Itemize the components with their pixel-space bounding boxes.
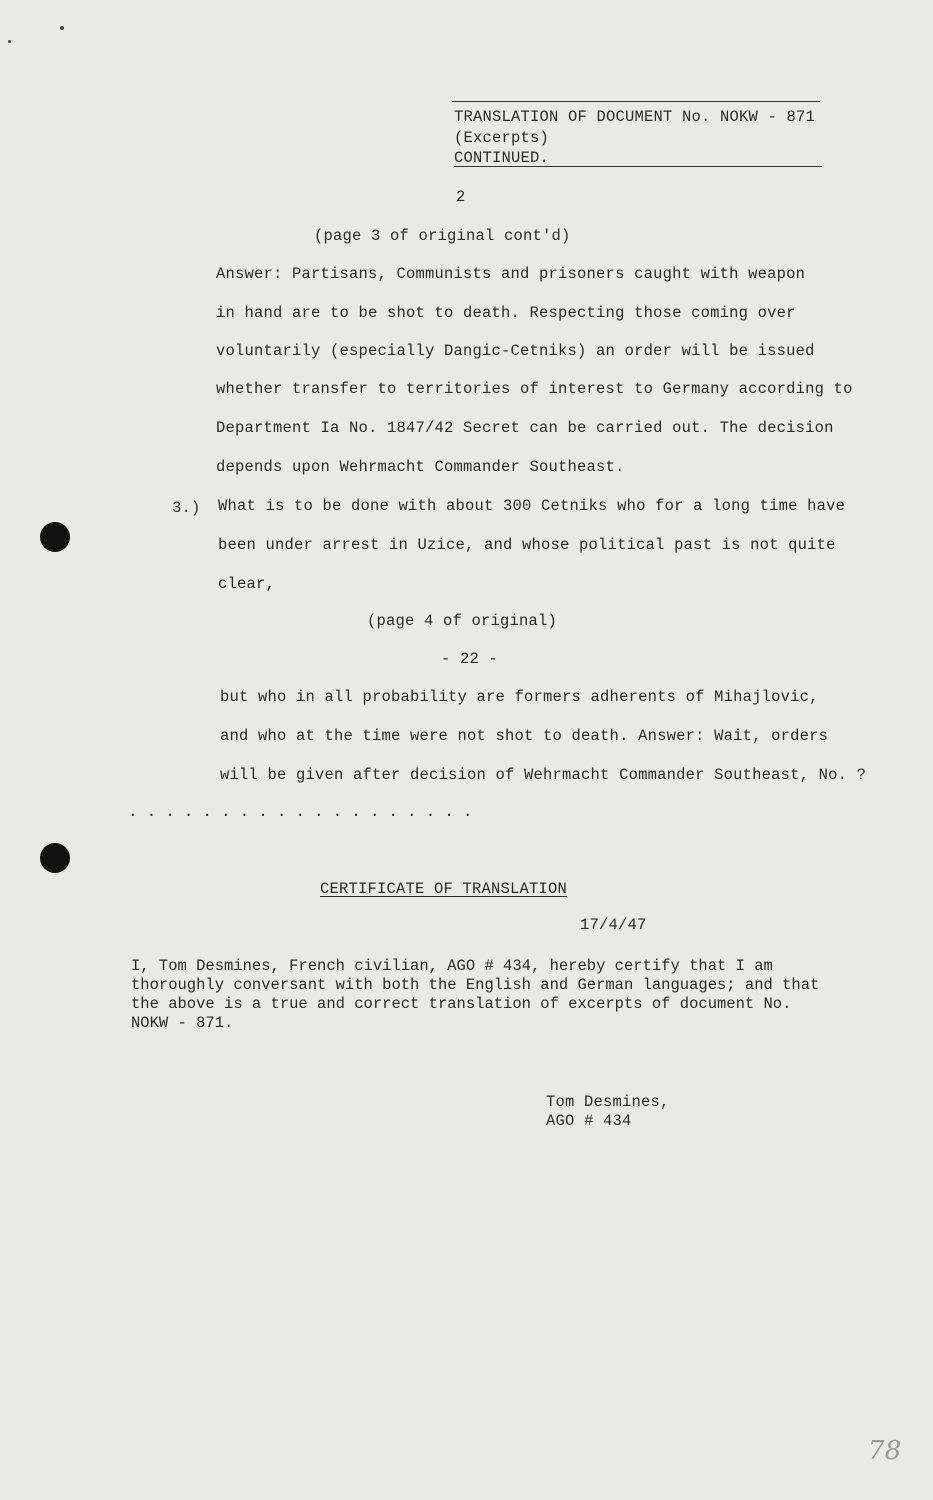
signature-name: Tom Desmines,	[546, 1093, 670, 1111]
certificate-line-3: the above is a true and correct translation of excerpts of document No.	[131, 995, 792, 1013]
answer-line-5: Department Ia No. 1847/42 Secret can be carried out. The decision	[216, 419, 834, 437]
header-bottom-rule	[454, 166, 822, 167]
certificate-line-4: NOKW - 871.	[131, 1014, 234, 1032]
punch-hole-bottom	[40, 843, 70, 873]
item3-number: 3.)	[172, 499, 201, 517]
answer-line-3: voluntarily (especially Dangic-Cetniks) an order will be issued	[216, 342, 815, 360]
item3-line-1: What is to be done with about 300 Cetniks who for a long time have	[218, 497, 846, 515]
separator-dots: ...................	[128, 803, 482, 821]
punch-hole-top	[40, 522, 70, 552]
certificate-line-2: thoroughly conversant with both the English and German languages; and that	[131, 976, 820, 994]
certificate-title: CERTIFICATE OF TRANSLATION	[320, 880, 568, 898]
continuation-line-3: will be given after decision of Wehrmacht Commander Southeast, No. ?	[220, 766, 867, 784]
certificate-date: 17/4/47	[580, 916, 647, 934]
answer-line-2: in hand are to be shot to death. Respecting those coming over	[216, 304, 796, 322]
item3-line-3: clear,	[218, 575, 276, 593]
answer-line-6: depends upon Wehrmacht Commander Southeast.	[216, 458, 625, 476]
continuation-line-2: and who at the time were not shot to death. Answer: Wait, orders	[220, 727, 829, 745]
answer-line-4: whether transfer to territories of interest to Germany according to	[216, 380, 853, 398]
page-marker: - 22 -	[441, 650, 499, 668]
signature-ago: AGO # 434	[546, 1112, 632, 1130]
header-excerpts: (Excerpts)	[454, 129, 550, 147]
header-continued: CONTINUED.	[454, 149, 550, 167]
header-title: TRANSLATION OF DOCUMENT No. NOKW - 871	[454, 108, 816, 126]
certificate-body	[131, 957, 871, 1033]
page4-note: (page 4 of original)	[367, 612, 558, 630]
page-number: 2	[456, 188, 466, 206]
paper-speck-edge	[8, 40, 11, 43]
answer-line-1: Answer: Partisans, Communists and prisoners caught with weapon	[216, 265, 806, 283]
item3-line-2: been under arrest in Uzice, and whose political past is not quite	[218, 536, 836, 554]
page3-note: (page 3 of original cont'd)	[314, 227, 571, 245]
paper-speck-corner	[60, 26, 64, 30]
certificate-line-1: I, Tom Desmines, French civilian, AGO # 434, hereby certify that I am	[131, 957, 773, 975]
header-top-rule	[452, 101, 820, 102]
continuation-line-1: but who in all probability are formers adherents of Mihajlovic,	[220, 688, 819, 706]
handwritten-page-number: 78	[868, 1436, 902, 1466]
